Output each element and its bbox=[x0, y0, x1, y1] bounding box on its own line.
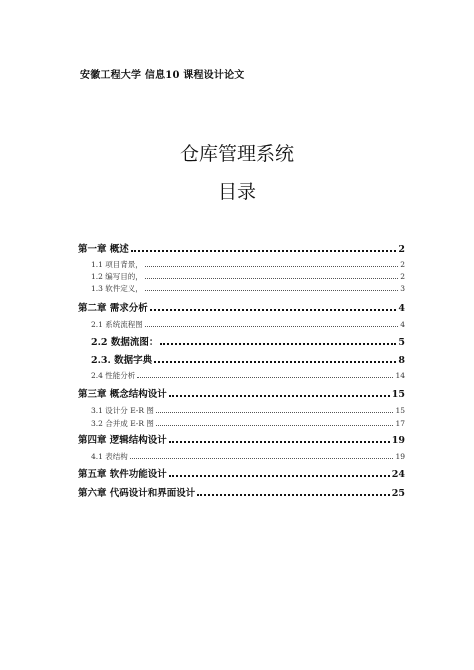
toc-page: 24 bbox=[391, 469, 405, 480]
toc-label: 第一章 概述 bbox=[78, 244, 129, 255]
toc-label: 第六章 代码设计和界面设计 bbox=[78, 488, 196, 499]
toc-leader bbox=[145, 278, 398, 279]
toc-chapter-5[interactable] bbox=[78, 466, 405, 480]
toc-section-4-1[interactable] bbox=[91, 451, 405, 462]
toc-leader bbox=[137, 377, 393, 378]
toc-leader bbox=[156, 425, 394, 426]
toc-page: 4 bbox=[398, 303, 405, 314]
toc-chapter-1[interactable] bbox=[78, 241, 405, 255]
toc-leader bbox=[169, 441, 390, 443]
toc-leader bbox=[131, 250, 397, 252]
toc-leader bbox=[156, 412, 394, 413]
toc-section-1-1[interactable] bbox=[91, 259, 405, 270]
toc-page: 8 bbox=[398, 355, 405, 366]
toc-label: 1.1 项目背景， bbox=[91, 260, 143, 269]
toc-label: 第五章 软件功能设计 bbox=[78, 469, 167, 480]
toc-chapter-6[interactable] bbox=[78, 485, 405, 499]
toc-label: 3.1 设计分 E-R 图 bbox=[91, 406, 154, 415]
toc-page: 2 bbox=[398, 244, 405, 255]
toc-label: 1.3 软件定义， bbox=[91, 284, 143, 293]
toc-page: 25 bbox=[391, 488, 405, 499]
toc-leader bbox=[169, 475, 390, 477]
toc-page: 14 bbox=[395, 371, 405, 380]
toc-page: 3 bbox=[400, 284, 405, 293]
toc-chapter-2[interactable] bbox=[78, 300, 405, 314]
toc-label: 2.4 性能分析 bbox=[91, 371, 136, 380]
toc-page: 5 bbox=[398, 337, 405, 348]
toc-section-3-1[interactable] bbox=[91, 405, 405, 416]
toc-leader bbox=[150, 309, 397, 311]
toc-leader bbox=[154, 361, 396, 363]
toc-page: 4 bbox=[400, 320, 405, 329]
toc-label: 2.3. 数据字典 bbox=[91, 355, 153, 366]
toc-leader bbox=[145, 266, 398, 267]
toc-heading: 目录 bbox=[217, 181, 256, 203]
toc-chapter-3[interactable] bbox=[78, 386, 405, 400]
toc-page: 15 bbox=[395, 406, 405, 415]
toc-page: 19 bbox=[391, 435, 405, 446]
page-header: 安徽工程大学 信息10 课程设计论文 bbox=[80, 70, 245, 81]
toc-label: 1.2 编写目的， bbox=[91, 272, 143, 281]
toc-leader bbox=[130, 458, 394, 459]
toc-page: 15 bbox=[391, 389, 405, 400]
toc-section-2-2[interactable] bbox=[91, 334, 405, 348]
toc-label: 2.1 系统流程图 bbox=[91, 320, 143, 329]
toc-page: 2 bbox=[400, 260, 405, 269]
toc-page: 19 bbox=[395, 452, 405, 461]
toc-page: 2 bbox=[400, 272, 405, 281]
toc-label: 第二章 需求分析 bbox=[78, 303, 148, 314]
toc-section-1-3[interactable] bbox=[91, 283, 405, 294]
toc-section-2-1[interactable] bbox=[91, 319, 405, 330]
toc-page: 17 bbox=[395, 419, 405, 428]
toc-leader bbox=[169, 395, 390, 397]
toc-section-3-2[interactable] bbox=[91, 418, 405, 429]
toc-label: 2.2 数据流图： bbox=[91, 337, 159, 348]
toc-leader bbox=[145, 326, 398, 327]
toc-section-1-2[interactable] bbox=[91, 271, 405, 282]
document-title: 仓库管理系统 bbox=[179, 143, 294, 165]
toc-label: 3.2 合并成 E-R 图 bbox=[91, 419, 154, 428]
toc-section-2-4[interactable] bbox=[91, 370, 405, 381]
toc-chapter-4[interactable] bbox=[78, 432, 405, 446]
toc-label: 4.1 表结构 bbox=[91, 452, 128, 461]
toc-label: 第四章 逻辑结构设计 bbox=[78, 435, 167, 446]
toc-label: 第三章 概念结构设计 bbox=[78, 389, 167, 400]
toc-leader bbox=[145, 290, 398, 291]
toc-leader bbox=[197, 494, 389, 496]
toc-section-2-3[interactable] bbox=[91, 352, 405, 366]
toc-leader bbox=[160, 343, 396, 345]
